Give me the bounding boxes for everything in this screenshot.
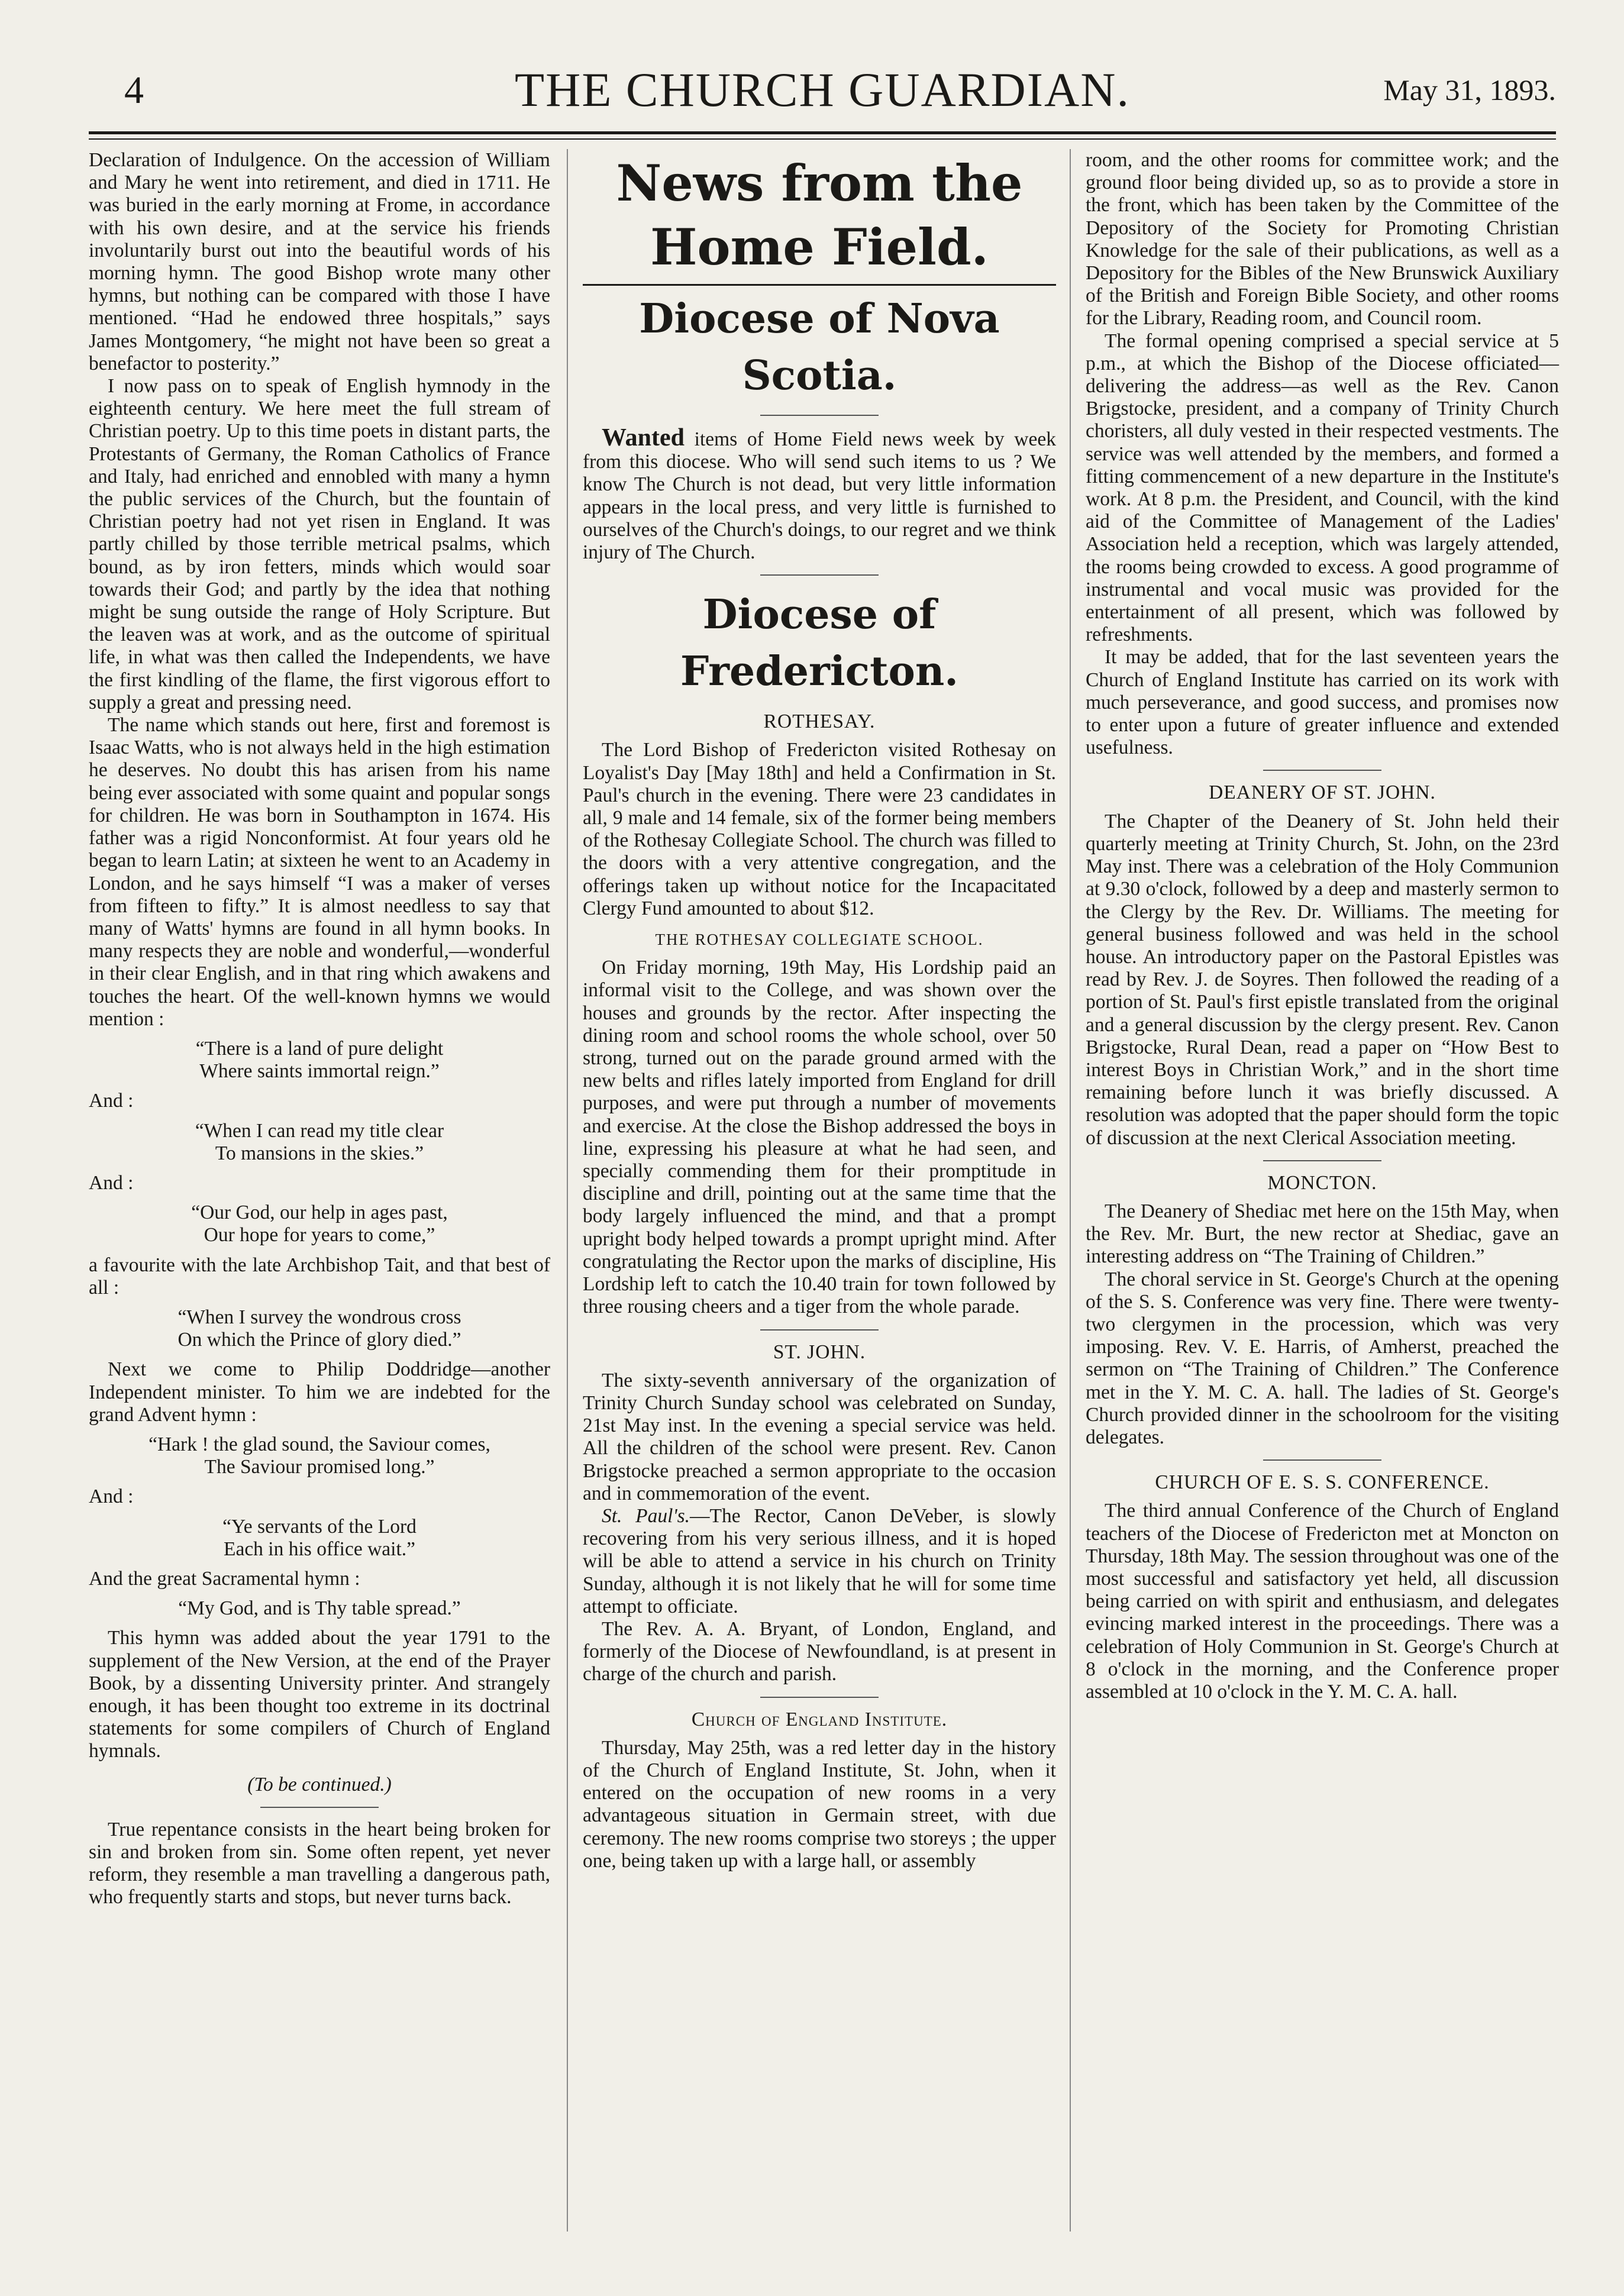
paragraph: The Lord Bishop of Fredericton visited Rothesay on Loyalist's Day [May 18th] and held a Confirmation in St. Paul's church in the evening. There were 23 candidates in all, 9 male and 14 female, six of the former being members of the Rothesay Collegiate School. The church was filled to the doors with a very attentive congregation, and the offerings taken up without notice for the Incapacitated Clergy Fund amounted to about $12. (583, 739, 1056, 919)
section-divider (760, 1329, 879, 1331)
verse-line: “Our God, our help in ages past, (191, 1202, 448, 1224)
section-heading: ST. JOHN. (773, 1341, 866, 1363)
verse-line: The Saviour promised long.” (204, 1456, 435, 1478)
hymn-quote (89, 1433, 550, 1478)
newspaper-title: THE CHURCH GUARDIAN. (515, 63, 1130, 117)
sub-heading: THE ROTHESAY COLLEGIATE SCHOOL. (655, 931, 984, 949)
paragraph-text: items of Home Field news week by week from this diocese. Who will send such items to us ? We know The Church is not dead, but very little information appears in the local press, and very little is furnished to ourselves of the Church's doings, to our regret and we think injury of The Church. (583, 428, 1056, 564)
verse-line: Each in his office wait.” (223, 1538, 416, 1560)
paragraph (583, 1505, 1056, 1618)
column-2 (583, 149, 1056, 1872)
verse-line: Where saints immortal reign.” (199, 1060, 440, 1083)
verse-line: “Hark ! the glad sound, the Saviour comes, (148, 1433, 490, 1455)
paragraph: And : (89, 1090, 134, 1112)
section-divider (760, 415, 879, 416)
verse-line: Our hope for years to come,” (204, 1224, 435, 1247)
masthead (89, 62, 1556, 133)
verse-line: “My God, and is Thy table spread.” (178, 1597, 461, 1620)
paragraph: The Rev. A. A. Bryant, of London, England, and formerly of the Diocese of Newfoundland, is at present in charge of the church and parish. (583, 1617, 1056, 1685)
column-1 (89, 149, 550, 1909)
paragraph: The sixty-seventh anniversary of the organization of Trinity Church Sunday school was celebrated on Sunday, 21st May inst. In the evening a special service was held. All the children of the school were present. Rev. Canon Brigstocke preached a sermon appropriate to the occasion and in commemoration of the event. (583, 1369, 1056, 1504)
page-number: 4 (124, 69, 144, 112)
section-banner: News from the Home Field. (616, 154, 1023, 276)
section-heading: MONCTON. (1267, 1171, 1377, 1194)
verse-line: “There is a land of pure delight (195, 1037, 444, 1060)
diocese-heading: Diocese of Nova Scotia. (639, 295, 1000, 399)
masthead-rule-thin (89, 138, 1556, 140)
hymn-quote (89, 1202, 550, 1247)
paragraph (583, 424, 1056, 564)
paragraph: And : (89, 1171, 134, 1194)
column-divider (1070, 149, 1071, 2232)
verse-line: On which the Prince of glory died.” (177, 1329, 461, 1351)
section-heading: CHURCH OF E. S. S. CONFERENCE. (1155, 1471, 1490, 1494)
column-divider (567, 149, 568, 2232)
section-heading: ROTHESAY. (763, 711, 876, 733)
hymn-quote (89, 1120, 550, 1165)
verse-line: “Ye servants of the Lord (222, 1515, 417, 1538)
section-divider (260, 1807, 379, 1808)
paragraph: And : (89, 1486, 134, 1508)
paragraph: This hymn was added about the year 1791 to the supplement of the New Version, at the end of the Prayer Book, by a dissenting University printer. And strangely enough, it has been thought too extreme in its doctrinal statements for some compilers of Church of England hymnals. (89, 1627, 550, 1762)
section-heading: Church of England Institute. (691, 1708, 948, 1730)
hymn-quote (89, 1516, 550, 1561)
hymn-quote (89, 1597, 550, 1620)
verse-line: To mansions in the skies.” (215, 1142, 424, 1164)
diocese-heading: Diocese of Fredericton. (680, 591, 958, 696)
paragraph: On Friday morning, 19th May, His Lordship paid an informal visit to the College, and was shown over the houses and grounds by the rector. After inspecting the dining room and school rooms the whole school, over 50 strong, turned out on the parade ground armed with the new belts and rifles lately imported from England for drill purposes, and were put through a number of movements and exercise. At the close the Bishop addressed the boys in line, expressing his pleasure at what he had seen, and specially commending them for their promptitude in discipline and drill, pointing out at the same time that the body largely influenced the mind, and that a prompt upright body helped towards a prompt upright mind. After congratulating the Rector upon the marks of discipline, His Lordship left to catch the 10.40 train for town followed by three rousing cheers and a tiger from the whole parade. (583, 957, 1056, 1318)
paragraph: room, and the other rooms for committee work; and the ground floor being divided up, so as to provide a store in the front, which has been taken by the Committee of the Depository of the Society for Promoting Christian Knowledge for the sale of their publications, as well as a Depository for the Bibles of the New Brunswick Auxiliary of the British and Foreign Bible Society, and other rooms for the Library, Reading room, and Council room. (1086, 149, 1559, 330)
issue-date: May 31, 1893. (1383, 73, 1556, 106)
section-divider (1263, 1459, 1381, 1461)
paragraph: The Chapter of the Deanery of St. John held their quarterly meeting at Trinity Church, St. John, on the 23rd May inst. There was a celebration of the Holy Communion at 9.30 o'clock, followed by a deep and masterly sermon to the Clergy by the Rev. Dr. Williams. The meeting for general business followed and was held in the school house. An introductory paper on the Pastoral Epistles was read by Rev. J. de Soyres. Then followed the reading of a portion of St. Paul's first epistle translated from the original and a general discussion by the clergy present. Rev. Canon Brigstocke, Rural Dean, read a paper on “How Best to interest Boys in Christian Work,” and in the short time remaining before lunch it was briefly discussed. A resolution was adopted that the paper should form the topic of discussion at the next Clerical Association meeting. (1086, 810, 1559, 1149)
paragraph: Declaration of Indulgence. On the accession of William and Mary he went into retirement, and died in 1711. He was buried in the early morning at Frome, in accordance with his own desire, and at the service his friends involuntarily burst out into the beautiful words of his morning hymn. The good Bishop wrote many other hymns, but nothing can be compared with those I have mentioned. “Had he endowed three hospitals,” says James Montgomery, “he might not have been so great a benefactor to posterity.” (89, 149, 550, 374)
wanted-lead: Wanted (602, 424, 685, 451)
section-divider (760, 1697, 879, 1698)
paragraph: a favourite with the late Archbishop Tait, and that best of all : (89, 1254, 550, 1299)
banner-rule (583, 284, 1056, 286)
paragraph: Thursday, May 25th, was a red letter day in the history of the Church of England Institute, St. John, when it entered on the occupation of new rooms in a very advantageous situation in Germain street, with due ceremony. The new rooms comprise two storeys ; the upper one, being taken up with a large hall, or assembly (583, 1736, 1056, 1872)
section-divider (1263, 1160, 1381, 1161)
section-divider (760, 574, 879, 576)
italic-lead: St. Paul's. (602, 1504, 690, 1527)
paragraph: I now pass on to speak of English hymnody in the eighteenth century. We here meet the full stream of Christian poetry. Up to this time poets in distant parts, the Protestants of Germany, the Roman Catholics of France and Italy, had enriched and ennobled with many a hymn the public services of the Church, but the fountain of Christian poetry had not yet risen in England. It was partly chilled by those terrible metrical psalms, which bound, as by iron fetters, minds which would soar towards their God; and partly by the idea that nothing might be sung outside the range of Holy Scripture. But the leaven was at work, and as the outcome of spiritual life, in what was then called the Independents, we have the first kindling of the flame, the first vigorous effort to supply a great and pressing need. (89, 375, 550, 713)
column-3 (1086, 149, 1559, 1703)
paragraph: It may be added, that for the last seventeen years the Church of England Institute has carried on its work with much perseverance, and good success, and promises now to enter upon a future of greater influence and extended usefulness. (1086, 646, 1559, 759)
paragraph: The third annual Conference of the Church of England teachers of the Diocese of Fredericton met at Moncton on Thursday, 18th May. The session throughout was one of the most successful and satisfactory yet held, all discussion being carried on with spirit and enthusiasm, and delegates evincing marked interest in the proceedings. There was a celebration of Holy Communion in St. George's Church at 8 o'clock in the morning, and the Conference proper assembled at 10 o'clock in the Y. M. C. A. hall. (1086, 1500, 1559, 1703)
to-be-continued: (To be continued.) (247, 1773, 392, 1796)
section-divider (1263, 770, 1381, 771)
paragraph: True repentance consists in the heart being broken for sin and broken from sin. Some often repent, yet never reform, they resemble a man travelling a dangerous path, who frequently starts and stops, but never turns back. (89, 1818, 550, 1909)
paragraph: The choral service in St. George's Church at the opening of the S. S. Conference was very fine. There were twenty-two clergymen in the procession, which was very imposing. Rev. V. E. Harris, of Amherst, preached the sermon on “The Training of Children.” The Conference met in the Y. M. C. A. hall. The ladies of St. George's Church provided dinner in the schoolroom for the visiting delegates. (1086, 1268, 1559, 1448)
section-heading: DEANERY OF ST. JOHN. (1209, 782, 1436, 804)
paragraph: The name which stands out here, first and foremost is Isaac Watts, who is not always held in the high estimation he deserves. No doubt this has arisen from his name being ever associated with some quaint and popular songs for children. He was born in Southampton in 1674. His father was a rigid Nonconformist. At four years old he began to learn Latin; at sixteen he went to an Academy in London, and he says himself “I was a maker of verses from fifteen to fifty.” It is almost needless to say that many of Watts' hymns are found in all hymn books. In many respects they are noble and wonderful,—wonderful in their clear English, and in that ring which awakens and touches the heart. Of the well-known hymns we would mention : (89, 714, 550, 1030)
paragraph: And the great Sacramental hymn : (89, 1567, 360, 1590)
paragraph: The Deanery of Shediac met here on the 15th May, when the Rev. Mr. Burt, the new rector at Shediac, gave an interesting address on “The Training of Children.” (1086, 1200, 1559, 1268)
paragraph: The formal opening comprised a special service at 5 p.m., at which the Bishop of the Diocese officiated—delivering the address—as well as the Rev. Canon Brigstocke, president, and a company of Trinity Church choristers, all duly vested in their respected vestments. The service was well attended by the members, and formed a fitting commencement of a new departure in the Institute's work. At 8 p.m. the President, and Council, with the kind aid of the Committee of Management of the Ladies' Association held a reception, which was largely attended, the rooms being crowded to excess. A good programme of instrumental and vocal music was provided for the entertainment of all present, which was followed by refreshments. (1086, 330, 1559, 646)
verse-line: “When I survey the wondrous cross (177, 1306, 461, 1328)
masthead-rule (89, 131, 1556, 134)
paragraph-text: —The Rector, Canon DeVeber, is slowly recovering from his very serious illness, and it is hoped will be able to attend a service in his church on Trinity Sunday, although it is not likely that he will for some time attempt to officiate. (583, 1504, 1057, 1617)
hymn-quote (89, 1306, 550, 1351)
paragraph: Next we come to Philip Doddridge—another Independent minister. To him we are indebted for the grand Advent hymn : (89, 1358, 550, 1426)
verse-line: “When I can read my title clear (195, 1119, 444, 1142)
hymn-quote (89, 1038, 550, 1083)
